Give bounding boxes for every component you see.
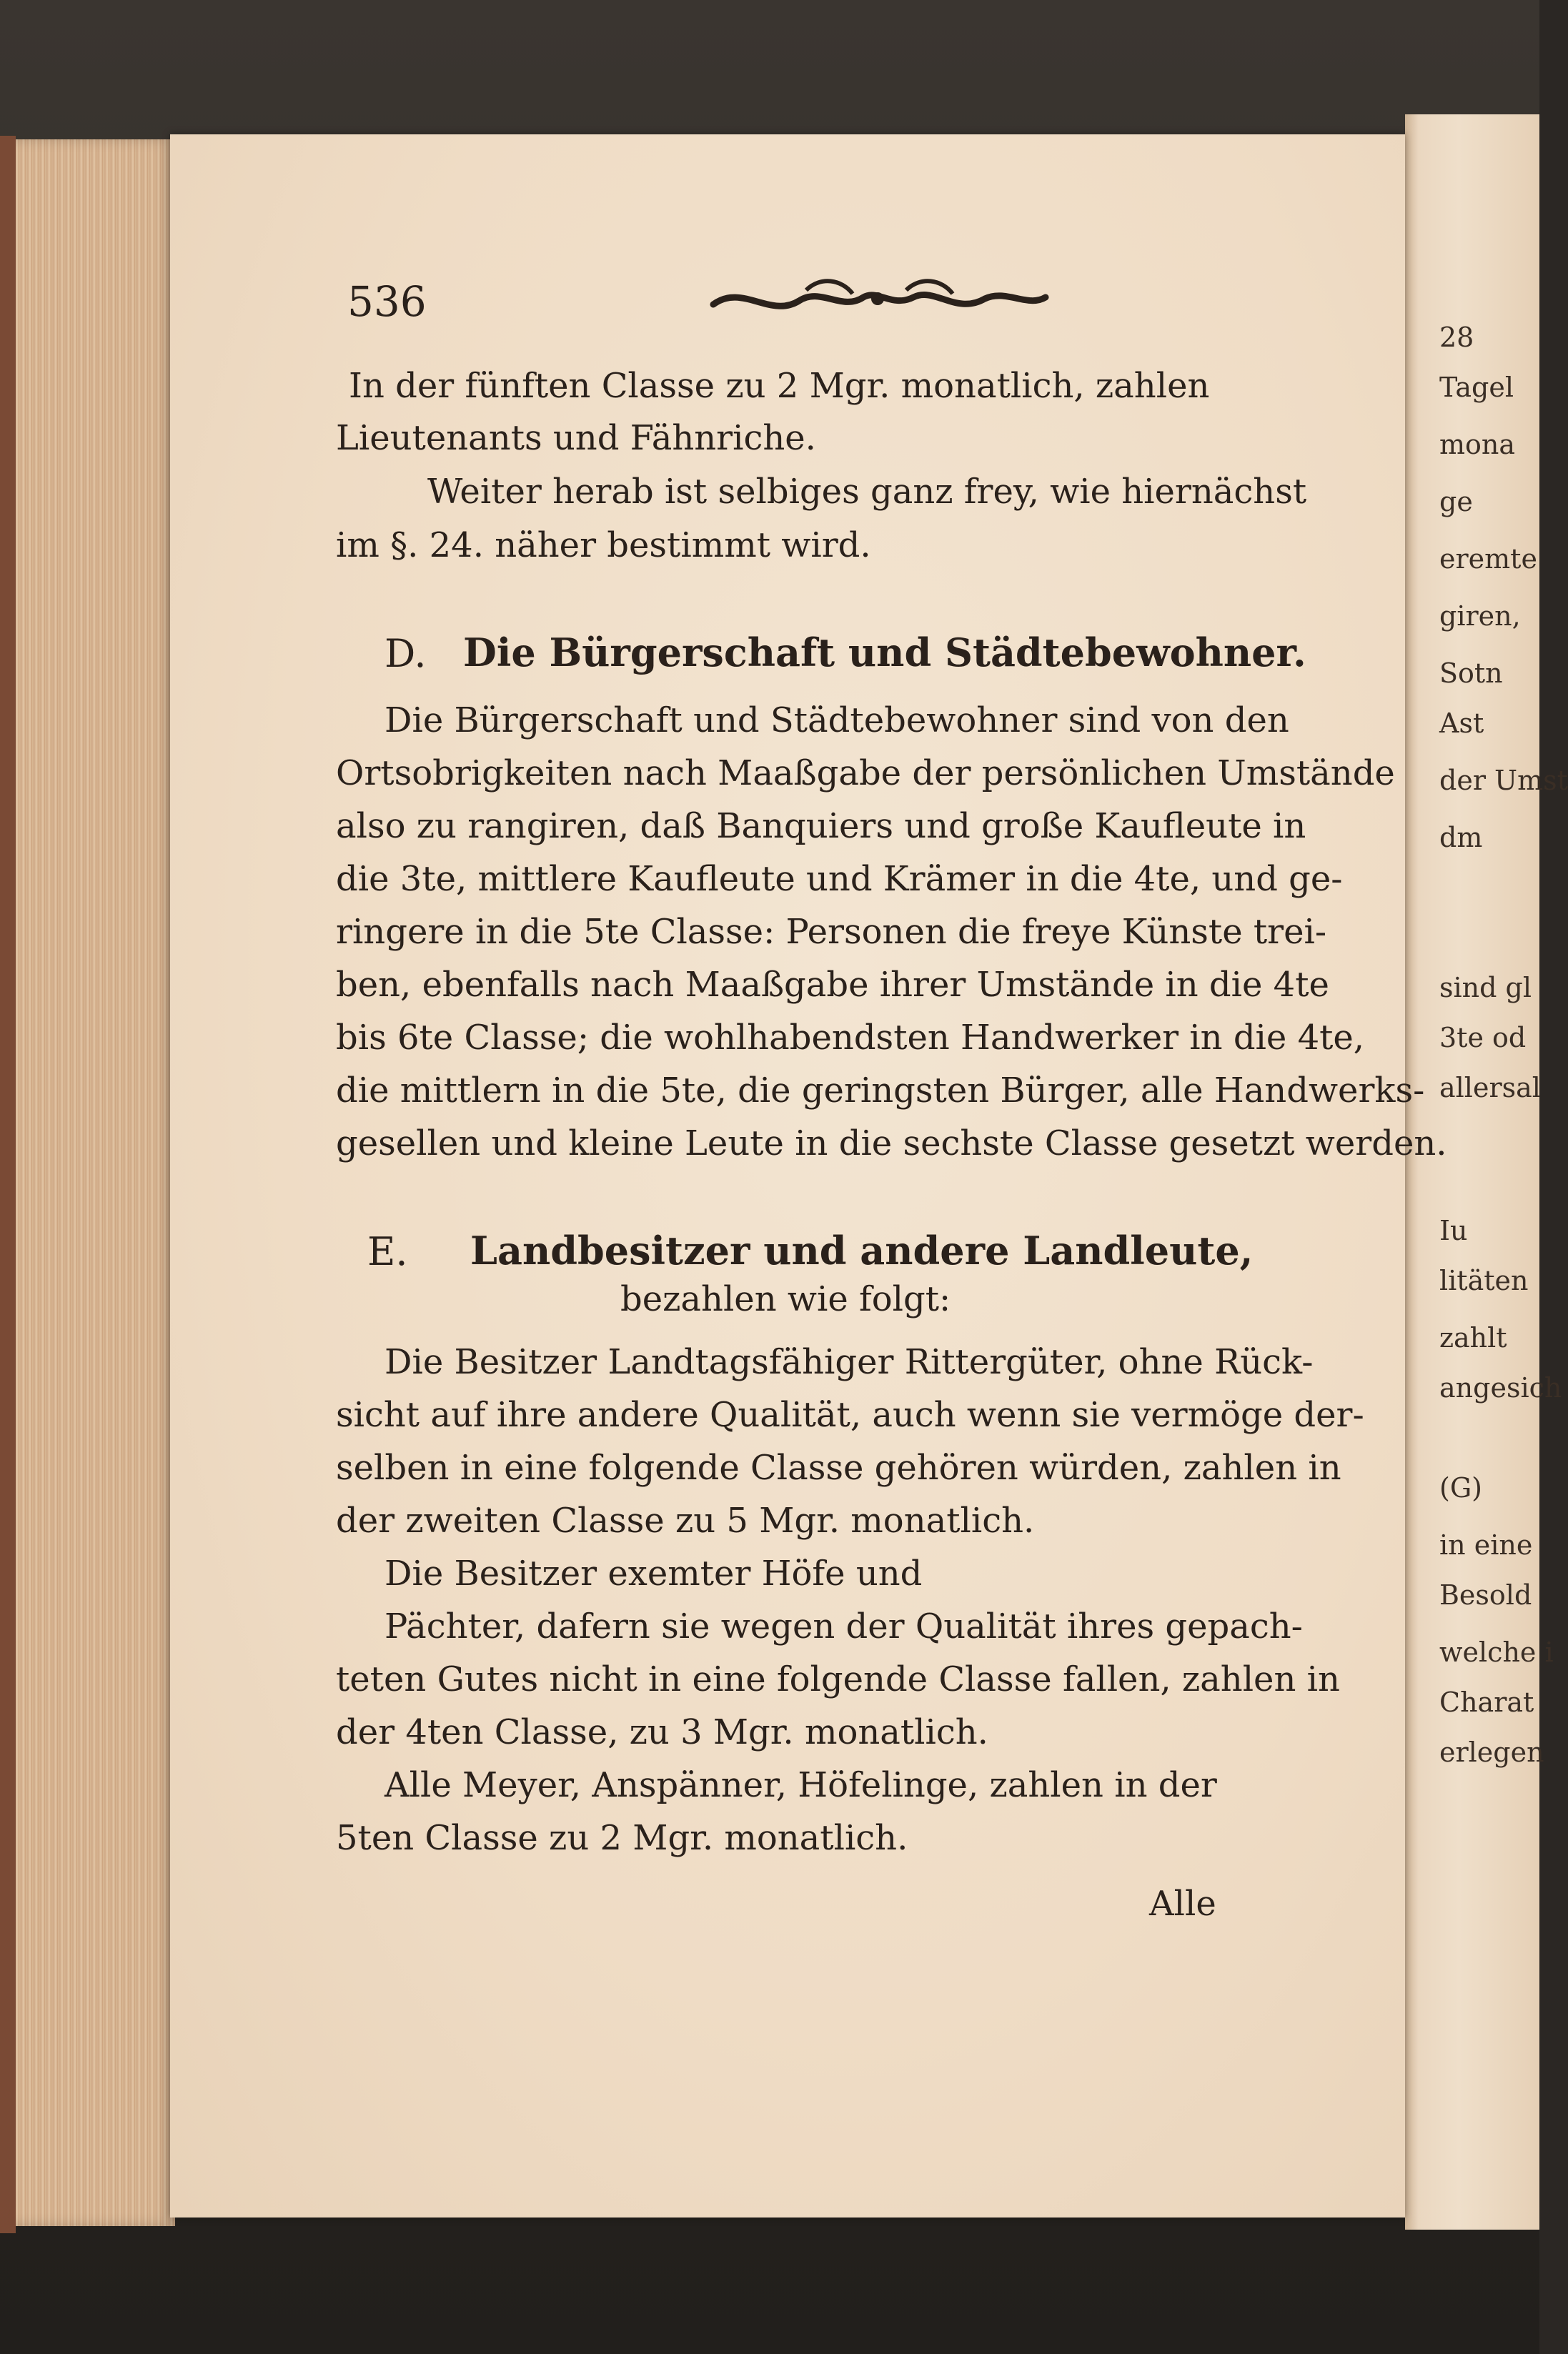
facing-page-fragment: 28 [1439, 322, 1474, 353]
ornament-icon [699, 269, 1056, 333]
body-line: bis 6te Classe; die wohlhabendsten Handwerker in die 4te, [336, 1018, 1365, 1058]
facing-page-fragment: Besold [1439, 1579, 1532, 1611]
body-line: die mittlern in die 5te, die geringsten Bürger, alle Handwerks- [336, 1071, 1425, 1111]
catchword: Alle [1149, 1884, 1216, 1924]
section-e-letter: E. [367, 1229, 408, 1274]
body-line: ringere in die 5te Classe: Personen die freye Künste trei- [336, 912, 1327, 952]
body-line: der zweiten Classe zu 5 Mgr. monatlich. [336, 1501, 1035, 1541]
facing-page-fragment: (G) [1439, 1472, 1483, 1504]
facing-page-fragment: sind gl [1439, 972, 1532, 1003]
book-cover-edge [0, 136, 16, 2233]
body-line: Alle Meyer, Anspänner, Höfelinge, zahlen in der [384, 1765, 1217, 1805]
body-line: 5ten Classe zu 2 Mgr. monatlich. [336, 1818, 908, 1858]
body-line: Pächter, dafern sie wegen der Qualität ihres gepach- [384, 1606, 1303, 1647]
body-line: Ortsobrigkeiten nach Maaßgabe der persönlichen Umstände [336, 753, 1395, 793]
facing-page-fragment: Tagel [1439, 372, 1514, 403]
facing-page-fragment: giren, [1439, 600, 1521, 632]
facing-page-fragment: litäten [1439, 1265, 1529, 1296]
facing-page-edge [1405, 114, 1568, 2230]
body-line: Die Besitzer exemter Höfe und [384, 1554, 923, 1594]
facing-page-fragment: eremte [1439, 543, 1537, 575]
section-e-heading: Landbesitzer und andere Landleute, [470, 1228, 1254, 1273]
section-e-subheading: bezahlen wie folgt: [620, 1279, 951, 1319]
facing-page-fragment: mona [1439, 429, 1516, 460]
body-line: selben in eine folgende Classe gehören würden, zahlen in [336, 1448, 1341, 1488]
facing-page-fragment: Sotn [1439, 657, 1503, 689]
page-text [170, 134, 1447, 2218]
body-line: Weiter herab ist selbiges ganz frey, wie hiernächst [427, 472, 1307, 512]
facing-page-fragment: zahlt [1439, 1322, 1507, 1354]
page-number: 536 [347, 277, 427, 326]
facing-page-fragment: Charat [1439, 1687, 1534, 1718]
facing-page-fragment: der Umst [1439, 765, 1568, 796]
facing-page-fragment: erlegen [1439, 1737, 1544, 1768]
body-line: der 4ten Classe, zu 3 Mgr. monatlich. [336, 1712, 988, 1752]
section-d-heading: Die Bürgerschaft und Städtebewohner. [463, 630, 1306, 675]
facing-page-fragment: welche i [1439, 1637, 1554, 1668]
body-line: ben, ebenfalls nach Maaßgabe ihrer Umstände in die 4te [336, 965, 1329, 1005]
facing-page-fragment: 3te od [1439, 1022, 1527, 1053]
body-line: Lieutenants und Fähnriche. [336, 418, 816, 458]
facing-page-fragment: dm [1439, 822, 1483, 853]
body-line: Die Bürgerschaft und Städtebewohner sind von den [384, 700, 1289, 740]
body-line: im §. 24. näher bestimmt wird. [336, 525, 871, 565]
body-line: also zu rangiren, daß Banquiers und große Kaufleute in [336, 806, 1306, 846]
body-line: In der fünften Classe zu 2 Mgr. monatlich, zahlen [349, 366, 1210, 406]
facing-page-fragment: Ast [1439, 707, 1484, 739]
body-line: die 3te, mittlere Kaufleute und Krämer in die 4te, und ge- [336, 859, 1343, 899]
left-page-stack [0, 139, 175, 2226]
body-line: sicht auf ihre andere Qualität, auch wenn sie vermöge der- [336, 1395, 1364, 1435]
facing-page-fragment: allersal [1439, 1072, 1541, 1103]
section-d-letter: D. [384, 631, 427, 676]
body-line: teten Gutes nicht in eine folgende Classe fallen, zahlen in [336, 1659, 1340, 1699]
body-line: Die Besitzer Landtagsfähiger Rittergüter, ohne Rück- [384, 1342, 1314, 1382]
facing-page-fragment: ge [1439, 486, 1473, 517]
facing-page-fragment: in eine [1439, 1529, 1533, 1561]
facing-page-fragment: Iu [1439, 1215, 1468, 1246]
body-line: gesellen und kleine Leute in die sechste Classe gesetzt werden. [336, 1123, 1447, 1163]
facing-page-fragment: angesich [1439, 1372, 1562, 1404]
